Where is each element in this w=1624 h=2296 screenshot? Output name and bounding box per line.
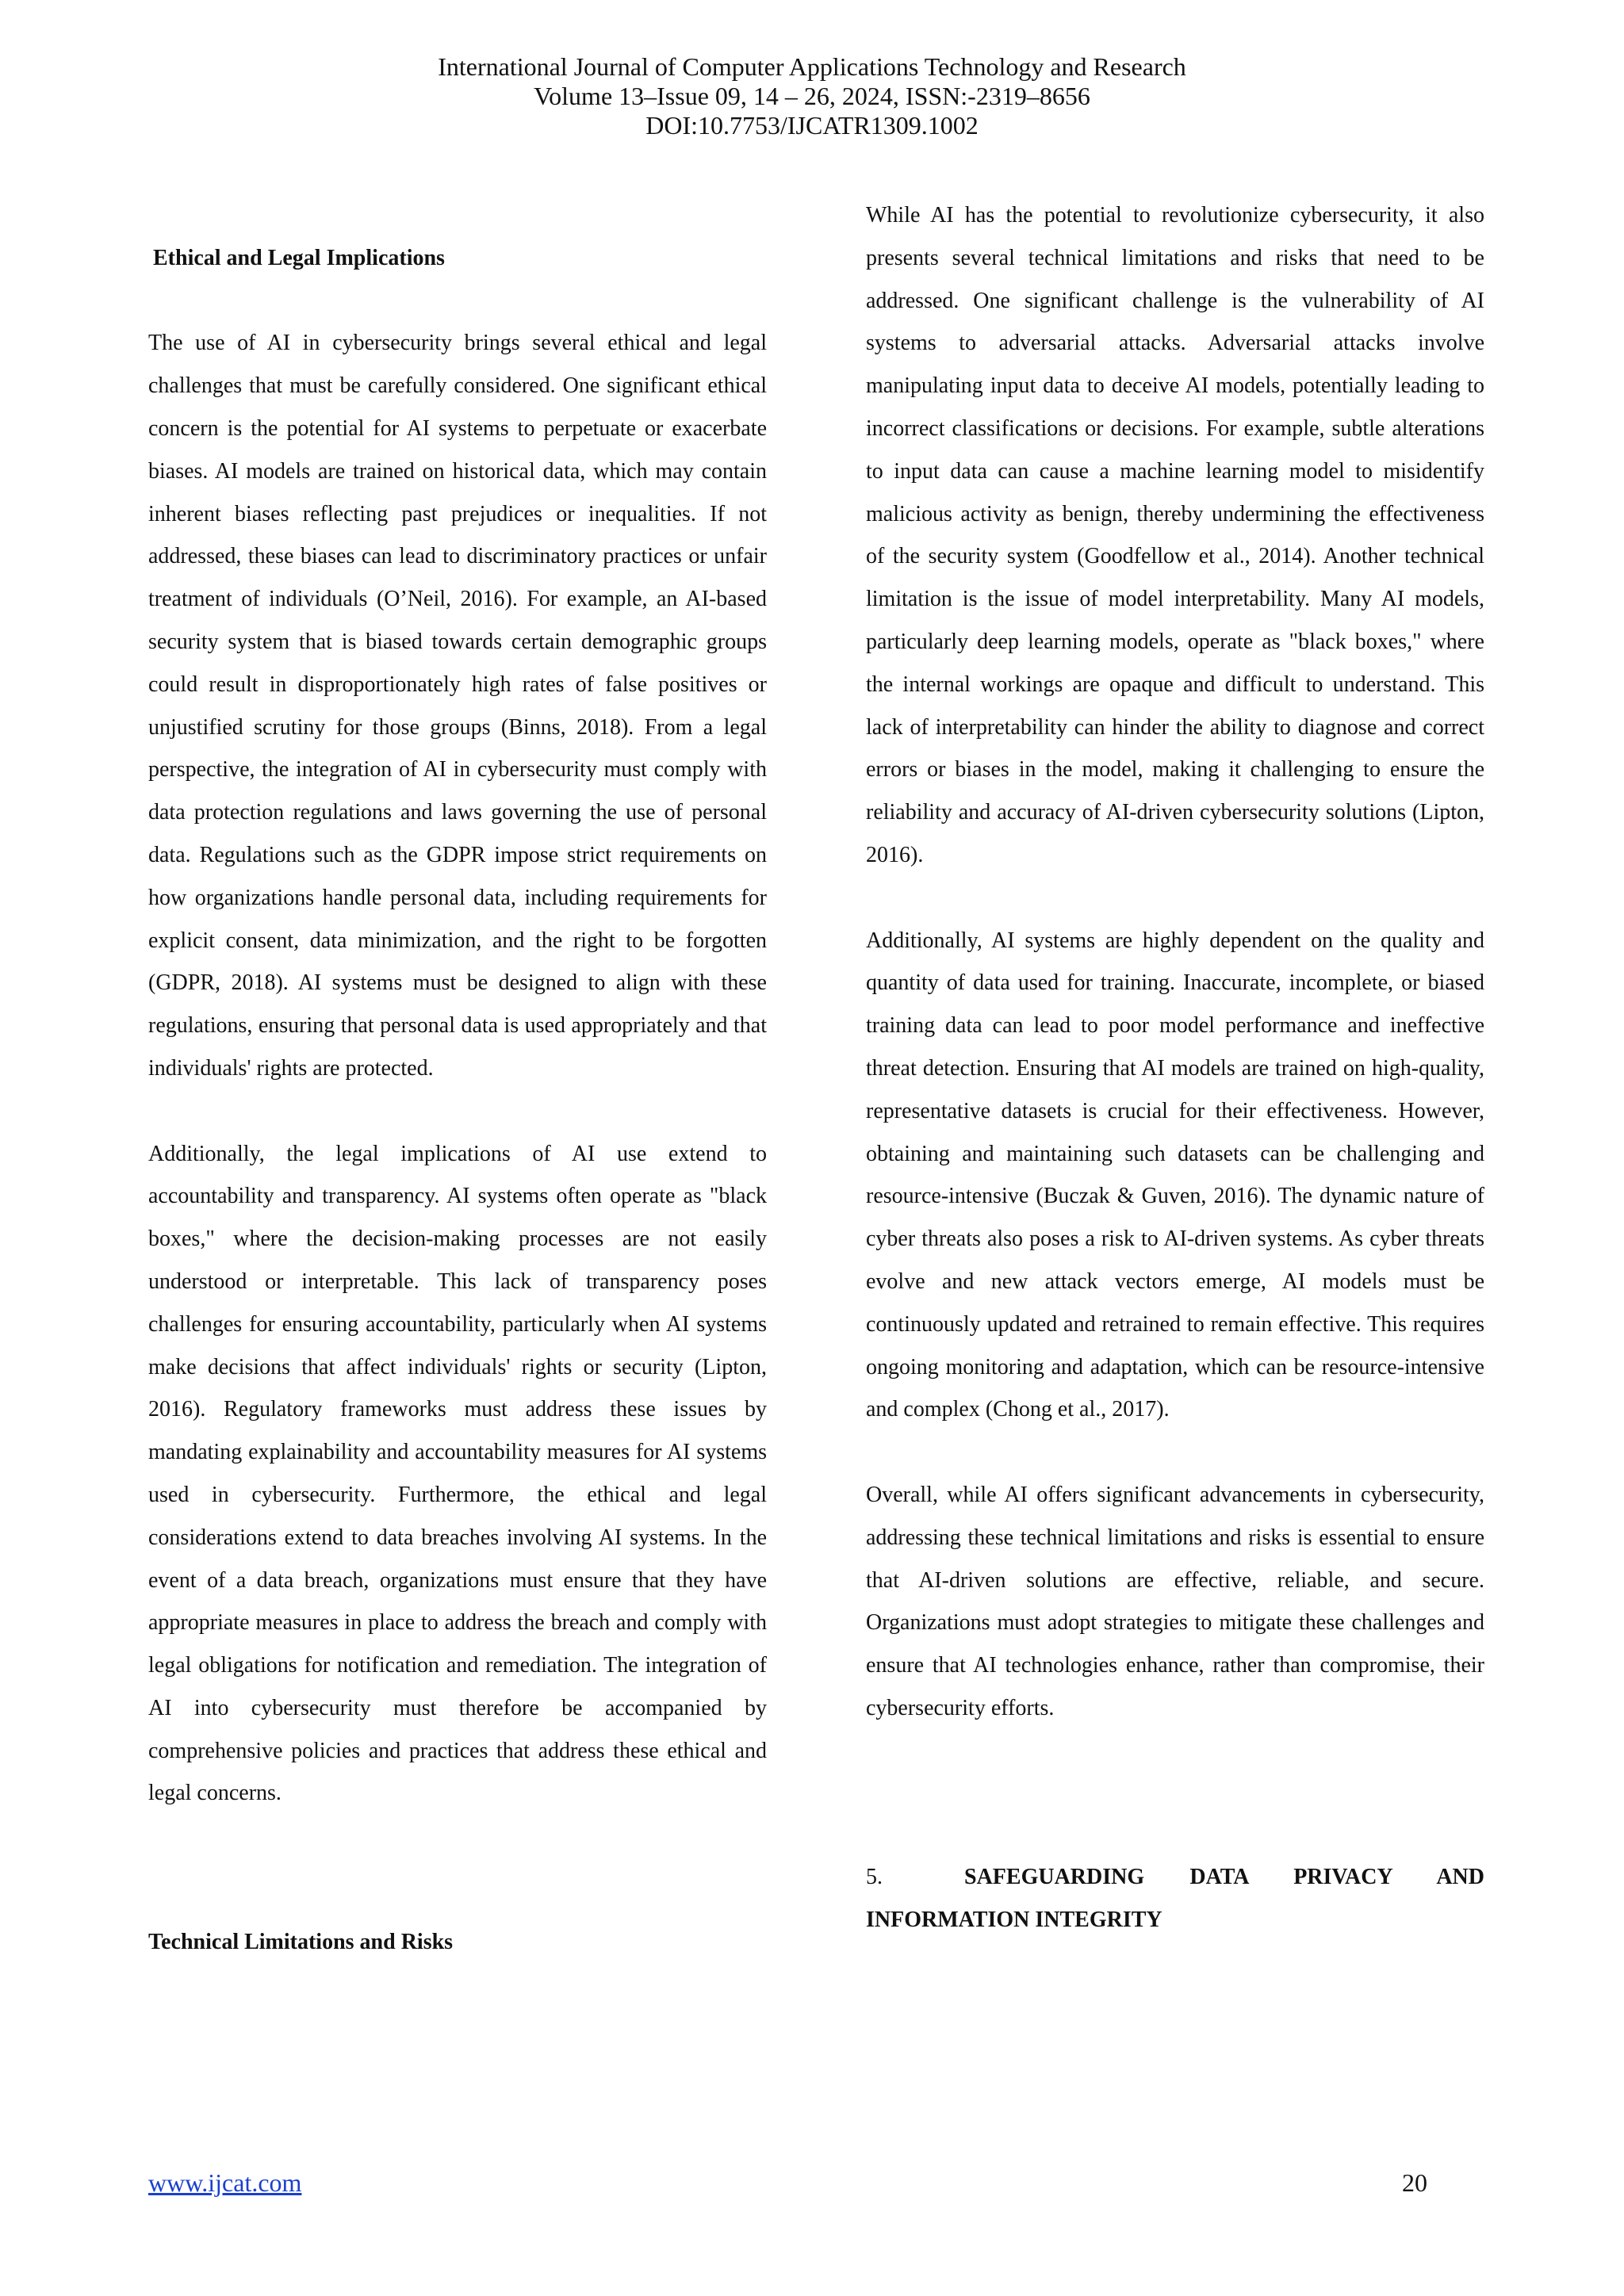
paragraph-ethical-2: Additionally, the legal implications of AI use extend to accountability and transparency. AI systems often operate as "black boxes," where the decision-making processes are not easily understood or interpretable. This lack of transparency poses challenges for ensuring accountability, particularly when AI systems make decisions that affect individuals' rights or security (Lipton, 2016). Regulatory frameworks must address these issues by mandating explainability and accountability measures for AI systems used in cybersecurity. Furthermore, the ethical and legal considerations extend to data breaches involving AI systems. In the event of a data breach, organizations must ensure that they have appropriate measures in place to address the breach and comply with legal obligations for notification and remediation. The integration of AI into cybersecurity must therefore be accompanied by comprehensive policies and practices that address these ethical and legal concerns. [148,1141,767,1806]
page-header [0,52,1624,140]
journal-title: International Journal of Computer Applications Technology and Research [438,52,1186,81]
section-5-heading-line1 [866,1856,1484,1899]
journal-doi: DOI:10.7753/IJCATR1309.1002 [645,111,979,140]
page-number: 20 [1402,2168,1427,2197]
left-column [148,194,767,1964]
section-heading-technical: Technical Limitations and Risks [148,1929,454,1954]
section-number: 5. [866,1865,883,1890]
right-column [866,194,1484,1942]
paragraph-technical-1: While AI has the potential to revolutionize cybersecurity, it also presents several technical limitations and risks that need to be addressed. One significant challenge is the vulnerability of AI systems to adversarial attacks. Adversarial attacks involve manipulating input data to deceive AI models, potentially leading to incorrect classifications or decisions. For example, subtle alterations to input data can cause a machine learning model to misidentify malicious activity as benign, thereby undermining the effectiveness of the security system (Goodfellow et al., 2014). Another technical limitation is the issue of model interpretability. Many AI models, particularly deep learning models, operate as "black boxes," where the internal workings are opaque and difficult to understand. This lack of interpretability can hinder the ability to diagnose and correct errors or biases in the model, making it challenging to ensure the reliability and accuracy of AI-driven cybersecurity solutions (Lipton, 2016). [866,203,1484,867]
section-title-line1: SAFEGUARDING DATA PRIVACY AND [964,1865,1484,1890]
section-title-line2: INFORMATION INTEGRITY [866,1908,1162,1933]
paragraph-technical-3: Overall, while AI offers significant advancements in cybersecurity, addressing these technical limitations and risks is essential to ensure that AI-driven solutions are effective, reliable, and secure. Organizations must adopt strategies to mitigate these challenges and ensure that AI technologies enhance, rather than compromise, their cybersecurity efforts. [866,1482,1484,1720]
paragraph-ethical-1: The use of AI in cybersecurity brings several ethical and legal challenges that must be carefully considered. One significant ethical concern is the potential for AI systems to perpetuate or exacerbate biases. AI models are trained on historical data, which may contain inherent biases reflecting past prejudices or inequalities. If not addressed, these biases can lead to discriminatory practices or unfair treatment of individuals (O’Neil, 2016). For example, an AI-based security system that is biased towards certain demographic groups could result in disproportionately high rates of false positives or unjustified scrutiny for those groups (Binns, 2018). From a legal perspective, the integration of AI in cybersecurity must comply with data protection regulations and laws governing the use of personal data. Regulations such as the GDPR impose strict requirements on how organizations handle personal data, including requirements for explicit consent, data minimization, and the right to be forgotten (GDPR, 2018). AI systems must be designed to align with these regulations, ensuring that personal data is used appropriately and that individuals' rights are protected. [148,331,767,1081]
paragraph-technical-2: Additionally, AI systems are highly dependent on the quality and quantity of data used for training. Inaccurate, incomplete, or biased training data can lead to poor model performance and ineffective threat detection. Ensuring that AI models are trained on high-quality, representative datasets is crucial for their effectiveness. However, obtaining and maintaining such datasets can be challenging and resource-intensive (Buczak & Guven, 2016). The dynamic nature of cyber threats also poses a risk to AI-driven systems. As cyber threats evolve and new attack vectors emerge, AI models must be continuously updated and retrained to remain effective. This requires ongoing monitoring and adaptation, which can be resource-intensive and complex (Chong et al., 2017). [866,928,1484,1422]
section-heading-ethical: Ethical and Legal Implications [153,245,445,270]
journal-volume: Volume 13–Issue 09, 14 – 26, 2024, ISSN:-2319–8656 [534,82,1090,110]
journal-website-link[interactable]: www.ijcat.com [148,2168,302,2197]
